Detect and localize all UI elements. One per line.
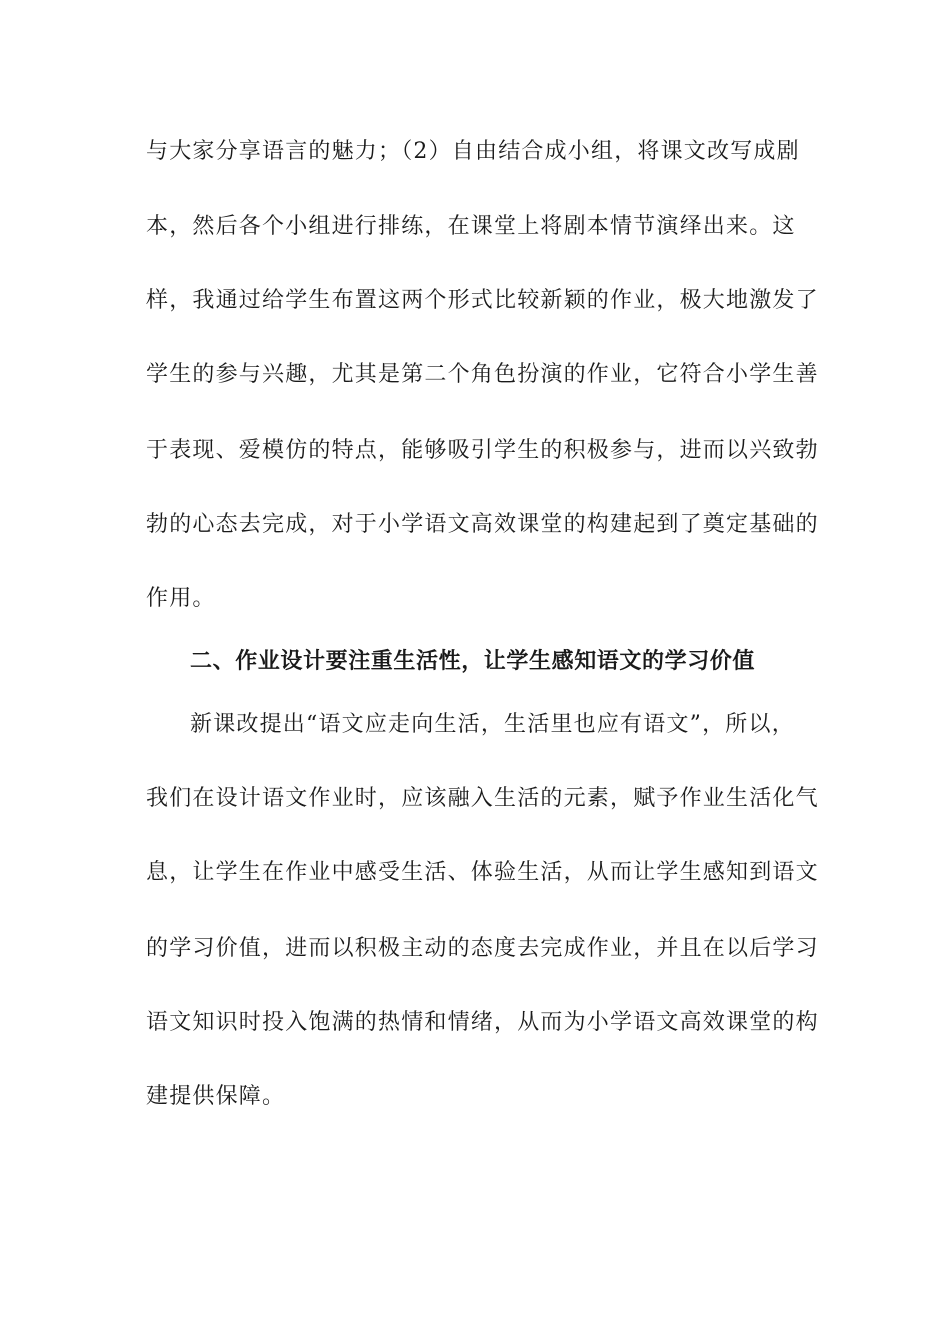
paragraph-line: 新课改提出“语文应走向生活，生活里也应有语文”，所以， (190, 712, 795, 737)
paragraph-line: 本，然后各个小组进行排练，在课堂上将剧本情节演绎出来。这 (146, 214, 796, 239)
paragraph-line: 作用。 (146, 586, 216, 611)
paragraph-line: 学生的参与兴趣，尤其是第二个角色扮演的作业，它符合小学生善 (146, 362, 819, 387)
paragraph-line: 于表现、爱模仿的特点，能够吸引学生的积极参与，进而以兴致勃 (146, 438, 819, 463)
section-heading: 二、作业设计要注重生活性，让学生感知语文的学习价值 (190, 648, 756, 674)
paragraph-line: 与大家分享语言的魅力；（2）自由结合成小组，将课文改写成剧 (146, 139, 800, 164)
paragraph-line: 的学习价值，进而以积极主动的态度去完成作业，并且在以后学习 (146, 936, 819, 961)
paragraph-line: 我们在设计语文作业时，应该融入生活的元素，赋予作业生活化气 (146, 786, 819, 811)
paragraph-line: 勃的心态去完成，对于小学语文高效课堂的构建起到了奠定基础的 (146, 512, 819, 537)
paragraph-line: 建提供保障。 (146, 1084, 286, 1109)
paragraph-line: 语文知识时投入饱满的热情和情绪，从而为小学语文高效课堂的构 (146, 1010, 819, 1035)
paragraph-line: 样，我通过给学生布置这两个形式比较新颖的作业，极大地激发了 (146, 288, 819, 313)
paragraph-line: 息，让学生在作业中感受生活、体验生活，从而让学生感知到语文 (146, 860, 819, 885)
